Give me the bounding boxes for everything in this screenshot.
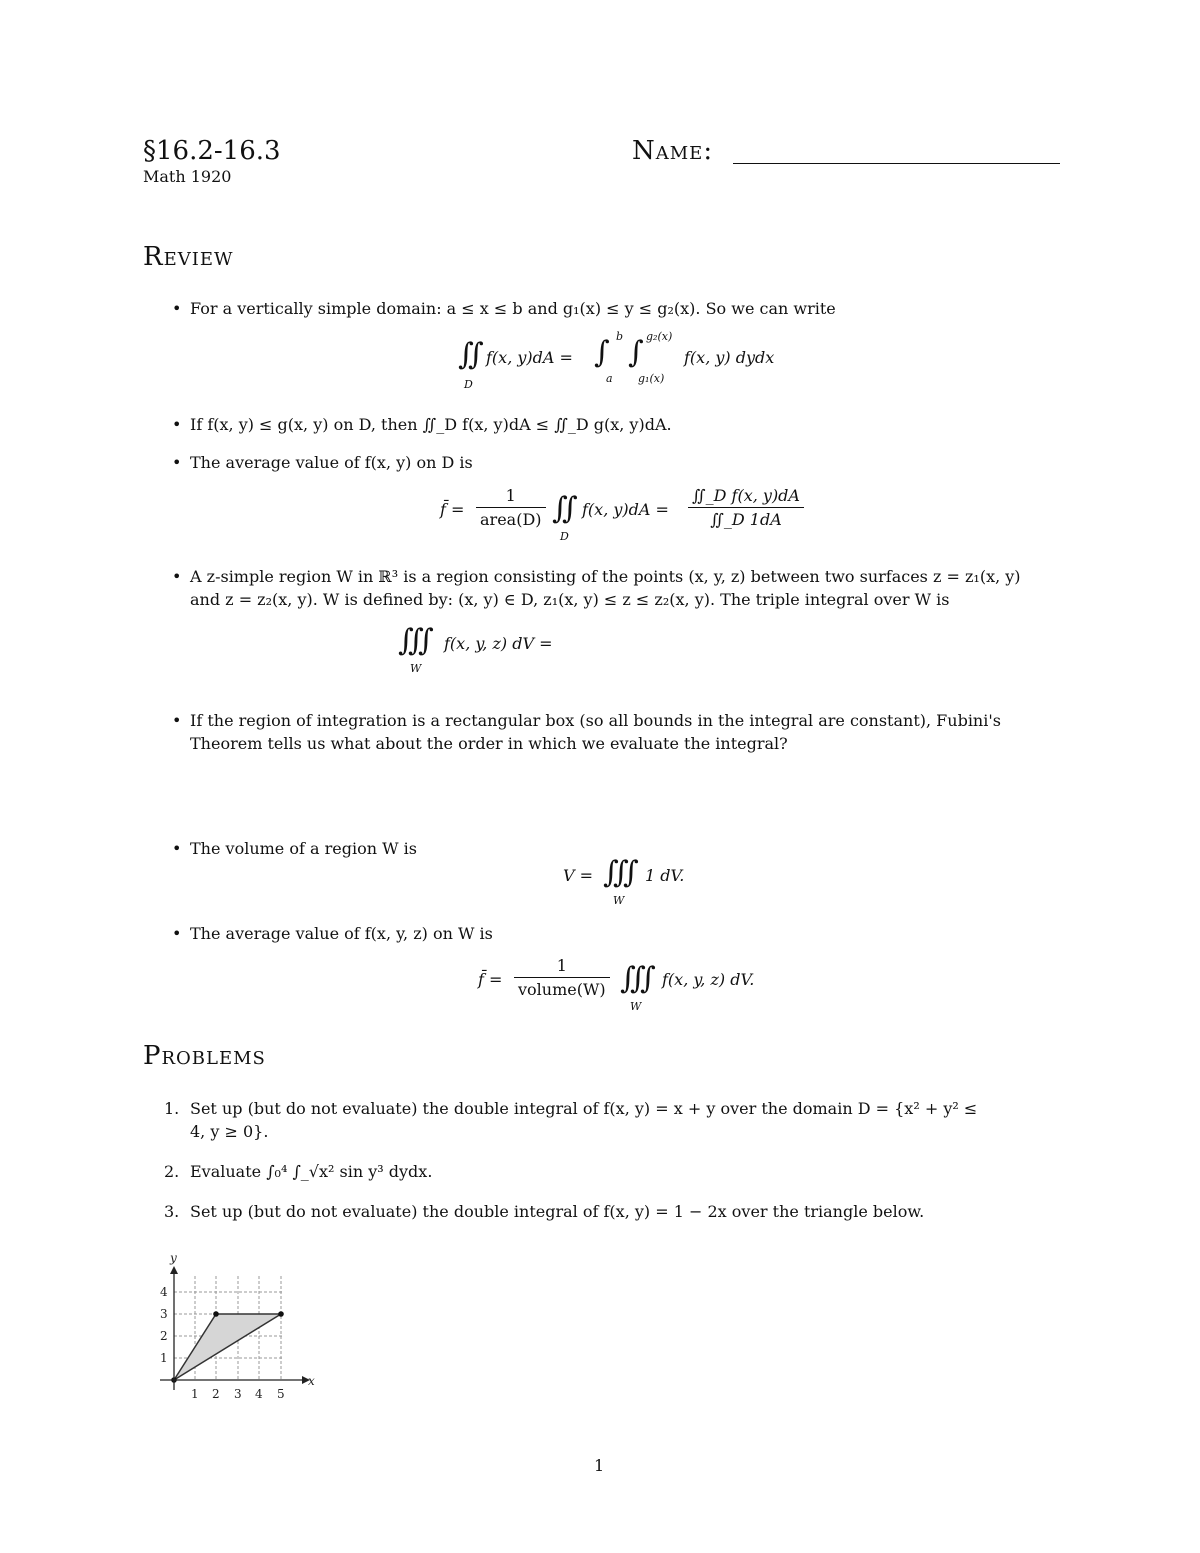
review-heading: Review [143, 242, 234, 272]
review-item-2-text: If f(x, y) ≤ g(x, y) on D, then ∬_D f(x, y)dA ≤ ∬_D g(x, y)dA. [190, 415, 672, 434]
bullet: • [172, 711, 182, 730]
bullet: • [172, 453, 182, 472]
review-item-3-text: The average value of f(x, y) on D is [190, 453, 473, 472]
y-tick-label: 4 [160, 1285, 168, 1299]
name-label: Name: [632, 136, 714, 166]
problem-3-number: 3. [164, 1202, 180, 1221]
review-item-6-text: The volume of a region W is [190, 839, 417, 858]
y-tick-labels [160, 1285, 168, 1365]
section-title: §16.2-16.3 [143, 136, 281, 166]
x-tick-labels [191, 1387, 285, 1401]
x-axis-label: x [308, 1374, 315, 1388]
x-tick-label: 4 [255, 1387, 263, 1401]
bullet: • [172, 415, 182, 434]
bullet: • [172, 299, 182, 318]
review-item-4-text-1: A z-simple region W in ℝ³ is a region consisting of the points (x, y, z) between two surfaces z = z₁(x, y) [190, 567, 1021, 586]
bullet: • [172, 567, 182, 586]
review-item-5-text-1: If the region of integration is a rectangular box (so all bounds in the integral are constant), Fubini's [190, 711, 1001, 730]
problems-heading: Problems [143, 1041, 266, 1071]
review-item-5-text-2: Theorem tells us what about the order in which we evaluate the integral? [190, 734, 788, 753]
review-item-7-text: The average value of f(x, y, z) on W is [190, 924, 493, 943]
name-blank-line[interactable] [733, 162, 1060, 164]
vertex-point [213, 1311, 219, 1317]
x-tick-label: 3 [234, 1387, 242, 1401]
triangle-graph [140, 1248, 330, 1408]
x-tick-label: 5 [277, 1387, 285, 1401]
shaded-triangle [174, 1314, 281, 1380]
y-axis-label: y [170, 1251, 177, 1265]
vertex-point [278, 1311, 284, 1317]
problem-2-text: Evaluate ∫₀⁴ ∫_√x² sin y³ dydx. [190, 1162, 433, 1181]
bullet: • [172, 924, 182, 943]
review-item-4-text-2: and z = z₂(x, y). W is defined by: (x, y) ∈ D, z₁(x, y) ≤ z ≤ z₂(x, y). The triple integral over W is [190, 590, 950, 609]
problem-1-text-1: Set up (but do not evaluate) the double integral of f(x, y) = x + y over the domain D = {x² + y² ≤ [190, 1099, 978, 1118]
y-tick-label: 3 [160, 1307, 168, 1321]
course-label: Math 1920 [143, 167, 232, 186]
problem-2-number: 2. [164, 1162, 180, 1181]
problem-1-number: 1. [164, 1099, 180, 1118]
y-tick-label: 2 [160, 1329, 168, 1343]
y-axis-arrow [170, 1266, 178, 1274]
x-tick-label: 1 [191, 1387, 199, 1401]
y-tick-label: 1 [160, 1351, 168, 1365]
review-item-1-text: For a vertically simple domain: a ≤ x ≤ b and g₁(x) ≤ y ≤ g₂(x). So we can write [190, 299, 836, 318]
problem-3-text: Set up (but do not evaluate) the double integral of f(x, y) = 1 − 2x over the triangle below. [190, 1202, 925, 1221]
page-number: 1 [594, 1456, 605, 1475]
x-tick-label: 2 [212, 1387, 220, 1401]
problem-1-text-2: 4, y ≥ 0}. [190, 1122, 269, 1141]
bullet: • [172, 839, 182, 858]
